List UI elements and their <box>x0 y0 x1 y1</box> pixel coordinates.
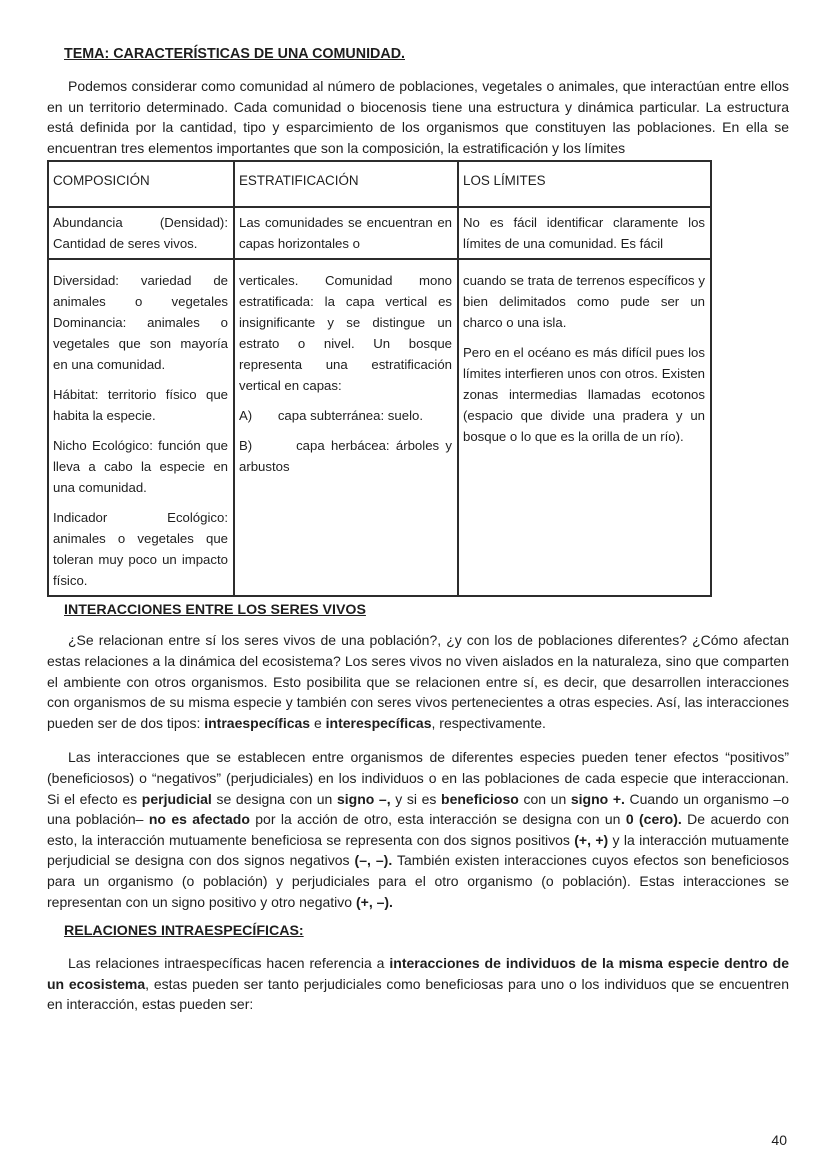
cell-limites-detail <box>458 259 711 596</box>
text-run: (+, +) <box>574 831 609 848</box>
cell-paragraph: Diversidad: variedad de animales o vegetales Dominancia: animales o vegetales que son mayoría en una comunidad. <box>53 273 228 373</box>
community-characteristics-table <box>47 160 712 597</box>
cell-limites-intro <box>458 207 711 259</box>
relaciones-paragraph <box>47 953 789 1015</box>
text-run: e <box>310 714 326 731</box>
text-run: y la interacción mutuamente perjudicial se designa con dos signos negativos <box>47 831 789 869</box>
text-run: 0 (cero). <box>625 811 682 828</box>
cell-composicion-intro <box>48 207 234 259</box>
text-run: Las relaciones intraespecíficas hacen referencia a <box>68 955 390 972</box>
text-run: intraespecíficas <box>204 714 311 731</box>
text-run: se designa con un <box>211 790 337 807</box>
cell-paragraph: Pero en el océano es más difícil pues los límites interfieren unos con otros. Existen zonas intermedias llamadas ecotonos (espacio que divide una pradera y un bosque o lo que es la orilla de un río). <box>463 345 705 445</box>
section-heading-relaciones: RELACIONES INTRAESPECÍFICAS: <box>64 923 304 940</box>
text-run: , estas pueden ser tanto perjudiciales como beneficiosas para uno o los individuos que se encuentren en interacción, estas pueden ser: <box>47 975 790 1013</box>
cell-paragraph: No es fácil identificar claramente los límites de una comunidad. Es fácil <box>463 215 705 252</box>
cell-paragraph: verticales. Comunidad mono estratificada: la capa vertical es insignificante y se distingue un estrato o nivel. Un bosque representa una estratificación vertical en capas: <box>239 273 452 394</box>
text-run: beneficioso <box>441 790 519 807</box>
text-run: ¿Se relacionan entre sí los seres vivos de una población?, ¿y con los de poblaciones diferentes? ¿Cómo afectan estas relaciones a la dinámica del ecosistema? Los seres vivos no viven aislados en la naturaleza, sino que comparten el ambiente con otros organismos. Esto posibilita que se relacionen entre sí, es decir, que desarrollen interacciones con organismos de su misma especie y también con seres vivos pertenecientes a otras especies. Así, las interacciones pueden ser de dos tipos: <box>47 632 789 731</box>
text-run: Podemos considerar como comunidad al número de poblaciones, vegetales o animales, que interactúan entre ellos en un territorio determinado. Cada comunidad o biocenosis tiene una estructura y dinámica particular. La estructura está definida por la cantidad, tipo y esparcimiento de los organismos que constituyen las poblaciones. En ella se encuentran tres elementos importantes que son la composición, la estratificación y los límites <box>47 78 789 156</box>
table-header-row <box>48 161 711 207</box>
text-run: También existen interacciones cuyos efectos son beneficiosos para un organismo (o población) y perjudiciales para el otro organismo (o población). Estas interacciones se representan con un signo positivo y otro negativo <box>47 852 789 910</box>
text-run: interespecíficas <box>325 714 432 731</box>
column-header-estratificacion: ESTRATIFICACIÓN <box>234 161 458 207</box>
cell-paragraph: Abundancia (Densidad): Cantidad de seres vivos. <box>53 215 228 252</box>
text-run: signo +. <box>570 790 625 807</box>
text-run: no es afectado <box>148 811 250 828</box>
text-run: De acuerdo con esto, la interacción mutuamente beneficiosa se representa con dos signos positivos <box>47 811 790 848</box>
cell-estratificacion-detail <box>234 259 458 596</box>
page-number: 40 <box>771 1132 787 1148</box>
cell-paragraph: B) capa herbácea: árboles y arbustos <box>239 438 452 475</box>
cell-paragraph: cuando se trata de terrenos específicos y bien delimitados como pude ser un charco o una isla. <box>463 273 705 331</box>
cell-paragraph: Indicador Ecológico: animales o vegetales que toleran muy poco un impacto físico. <box>53 510 228 589</box>
cell-paragraph: Nicho Ecológico: función que lleva a cabo la especie en una comunidad. <box>53 438 228 496</box>
interacciones-paragraph-2 <box>47 747 789 912</box>
text-run: Cuando un organismo –o una población– <box>47 790 789 828</box>
column-header-limites: LOS LÍMITES <box>458 161 711 207</box>
text-run: Las interacciones que se establecen entre organismos de diferentes especies pueden tener efectos “positivos” (beneficiosos) o “negativos” (perjudiciales) en los individuos o en las poblaciones de cada especie que interaccionan. Si el efecto es <box>47 749 789 807</box>
cell-estratificacion-intro <box>234 207 458 259</box>
intro-paragraph <box>47 76 789 158</box>
text-run: interacciones de individuos de la misma especie dentro de un ecosistema <box>47 955 789 992</box>
doc-title: TEMA: CARACTERÍSTICAS DE UNA COMUNIDAD. <box>64 46 405 62</box>
section-heading-interacciones: INTERACCIONES ENTRE LOS SERES VIVOS <box>64 602 366 619</box>
text-run: por la acción de otro, esta interacción se designa con un <box>249 811 626 828</box>
table-row <box>48 259 711 596</box>
text-run: (+, –). <box>355 893 393 910</box>
cell-paragraph: A) capa subterránea: suelo. <box>239 408 423 424</box>
text-run: con un <box>518 790 571 807</box>
cell-composicion-detail <box>48 259 234 596</box>
column-header-composicion: COMPOSICIÓN <box>48 161 234 207</box>
text-run: , respectivamente. <box>431 714 546 731</box>
cell-paragraph: Las comunidades se encuentran en capas horizontales o <box>239 215 452 252</box>
text-run: signo –, <box>336 790 391 807</box>
text-run: (–, –). <box>354 852 393 869</box>
cell-paragraph: Hábitat: territorio físico que habita la especie. <box>53 387 228 424</box>
interacciones-paragraph-1 <box>47 630 789 733</box>
text-run: perjudicial <box>141 790 212 807</box>
table-row <box>48 207 711 259</box>
text-run: y si es <box>390 790 442 807</box>
